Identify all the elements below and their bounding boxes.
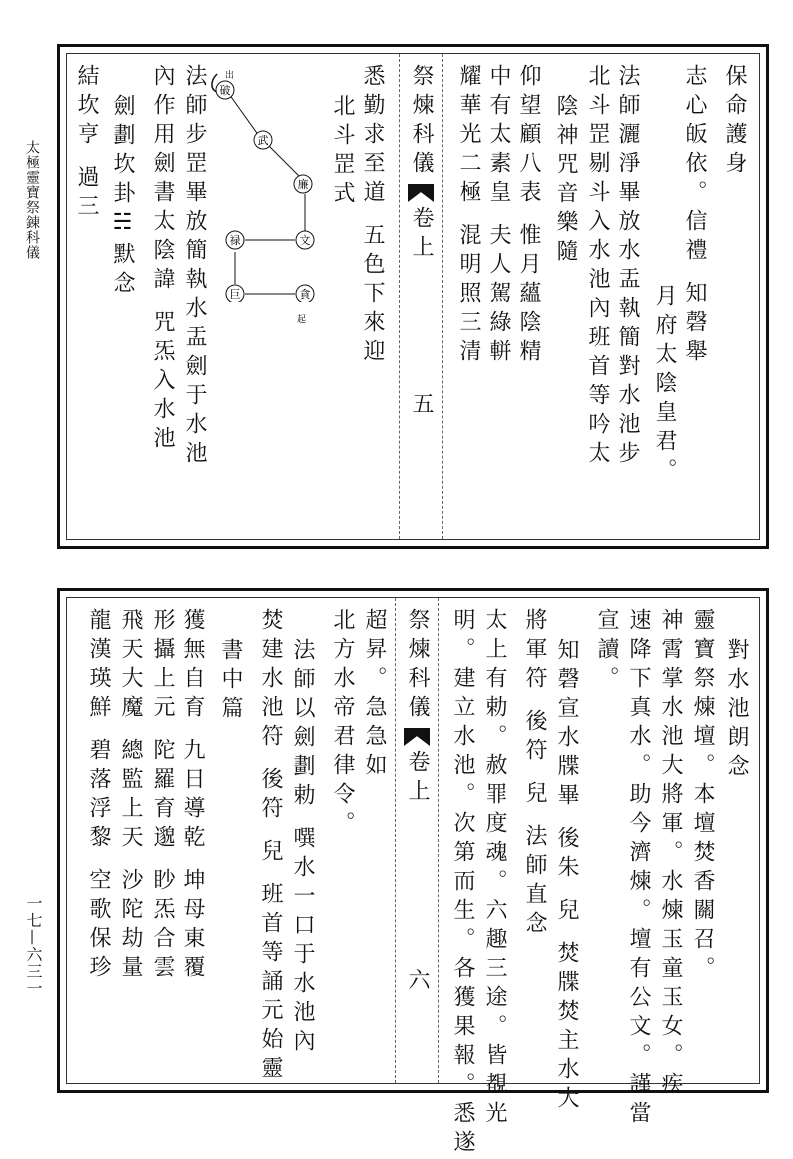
bottom-page-panel xyxy=(57,588,769,1159)
bottom-col-6: 知磬宣水牒畢 後朱 兒 焚牒焚主水大 xyxy=(554,638,579,1115)
top-col-2: 志心皈依。信禮 知磬舉 xyxy=(682,64,707,368)
bottom-col-12: 法師以劍劃勅 噀水一口于水池內 xyxy=(290,638,315,1058)
top-page-frame xyxy=(66,53,760,540)
bottom-page-frame xyxy=(66,597,760,1159)
bottom-col-13: 焚建水池符 後符 兒 班首等誦元始靈 xyxy=(258,608,283,1085)
diagram-node-ju: 巨 xyxy=(229,288,241,301)
diagram-start-label xyxy=(295,310,315,326)
page-number: 一七—六三一 xyxy=(24,895,43,997)
bottom-col-18: 龍漢瑛鮮 碧落浮黎 空歌保珍 xyxy=(86,608,111,984)
bottom-fold-column xyxy=(395,598,439,1083)
top-col-11: 北斗罡式 xyxy=(330,94,355,210)
bottom-col-15: 獲無自育 九日導乾 坤母東覆 xyxy=(180,608,205,984)
diagram-node-wu: 武 xyxy=(257,134,269,147)
bottom-col-9: 明。建立水池。次第而生。各獲果報。悉遂 xyxy=(450,608,475,1159)
top-fold-column xyxy=(399,54,443,539)
bottom-col-7: 將軍符 後符 兒 法師直念 xyxy=(522,608,547,940)
svg-text:起: 起 xyxy=(297,315,307,325)
top-fold-title: 祭煉科儀 xyxy=(409,64,434,180)
diagram-node-tan: 貪 xyxy=(299,288,311,301)
bottom-col-5: 宣讀。 xyxy=(594,608,619,695)
bottom-col-17: 飛天大魔 總監上天 沙陀劫量 xyxy=(118,608,143,984)
bottom-col-14: 書中篇 xyxy=(218,638,243,725)
top-fold-page: 五 xyxy=(409,392,434,414)
top-col-14: 劍劃坎卦☵默念 xyxy=(110,94,135,300)
top-col-7: 仰望顧八表 惟月蘊陰精 xyxy=(516,64,541,368)
top-col-15: 結坎亨 過三 xyxy=(74,64,99,223)
bottom-fold-title: 祭煉科儀 xyxy=(405,608,430,724)
beidou-step-diagram xyxy=(207,62,317,302)
bottom-fold-volume: 卷上 xyxy=(405,750,430,808)
top-col-6: 陰神咒音樂隨 xyxy=(553,94,578,268)
fishtail-mark-icon xyxy=(404,728,430,746)
top-col-9: 耀華光二極 混明照三清 xyxy=(456,64,481,368)
bottom-col-2: 靈寶祭煉壇。本壇焚香關召。 xyxy=(690,608,715,985)
bottom-col-3: 神霄掌水池大將軍。水煉玉童玉女。疾 xyxy=(658,608,683,1101)
top-col-8: 中有太素皇 夫人駕綠軿 xyxy=(486,64,511,368)
top-col-10: 悉勤求至道 五色下來迎 xyxy=(360,64,385,368)
bottom-col-8: 太上有勅。赦罪度魂。六趣三途。皆覩光 xyxy=(482,608,507,1130)
diagram-node-po: 破 xyxy=(219,84,231,97)
top-col-1: 保命護身 xyxy=(722,64,747,180)
diagram-label-chu: 出 xyxy=(225,71,235,81)
top-col-13: 內作用劍書太陰諱 咒炁入水池 xyxy=(150,64,175,455)
diagram-node-lian: 廉 xyxy=(297,178,309,191)
side-title: 太極靈寶祭錬科儀 xyxy=(24,140,40,260)
top-col-3: 月府太陰皇君。 xyxy=(652,284,677,487)
bottom-col-11: 北方水帝君律令。 xyxy=(330,608,355,840)
top-fold-volume: 卷上 xyxy=(409,206,434,264)
bottom-col-1: 對水池朗念 xyxy=(724,638,749,783)
fishtail-mark-icon xyxy=(408,184,434,202)
top-col-12: 法師步罡畢放簡執水盂劍于水池 xyxy=(182,64,207,470)
bottom-fold-page: 六 xyxy=(405,968,430,990)
top-col-5: 北斗罡剔斗入水池內班首等吟太 xyxy=(585,64,610,470)
bottom-col-16: 形攝上元 陀羅育邈 眇炁合雲 xyxy=(150,608,175,984)
diagram-node-wen: 文 xyxy=(299,234,311,247)
bottom-col-10: 超昇。急急如 xyxy=(362,608,387,782)
diagram-node-lu: 禄 xyxy=(229,234,241,247)
top-col-4: 法師灑淨畢放水盂執簡對水池步 xyxy=(615,64,640,470)
top-page-panel xyxy=(57,44,769,549)
bottom-col-4: 速降下真水。助今濟煉。壇有公文。謹當 xyxy=(626,608,651,1130)
